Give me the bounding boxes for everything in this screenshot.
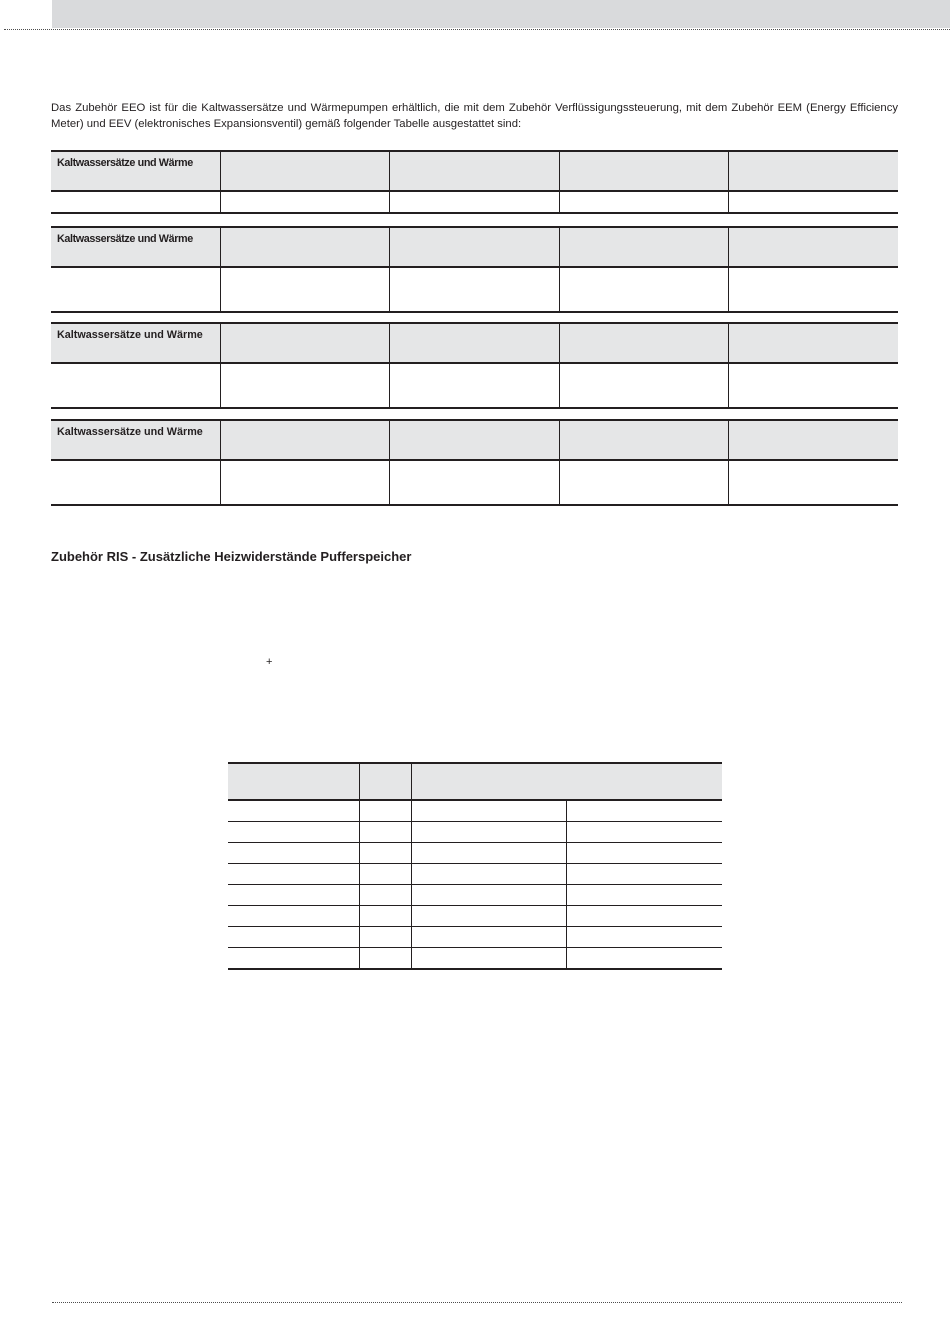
table-cell [566,927,722,948]
table-cell [220,460,390,505]
table-row [51,267,898,312]
table-cell [228,864,359,885]
table-cell [566,906,722,927]
table-cell [411,800,566,822]
table-row [51,363,898,408]
table-cell [359,864,411,885]
table-cell [359,927,411,948]
table-row [228,800,722,822]
table-cell [411,822,566,843]
table-cell [729,460,899,505]
table-cell [359,885,411,906]
table-cell [411,843,566,864]
table-cell [559,363,729,408]
table-cell [390,363,560,408]
table-row [228,864,722,885]
top-dotted-rule [4,29,950,30]
table-header-cell [729,420,899,460]
table-cell [411,927,566,948]
intro-paragraph: Das Zubehör EEO ist für die Kaltwassersätze und Wärmepumpen erhältlich, die mit dem Zubehör Verflüssigungssteuerung, mit dem Zubehör EEM (Energy Efficiency Meter) und EEV (elektronisches Expansionsventil) gemäß folgender Tabelle ausgestattet sind: [51,102,898,130]
table-cell [51,267,220,312]
table-header-cell [559,323,729,363]
table-header-cell [411,763,722,800]
table-row [51,191,898,213]
table-cell [729,363,899,408]
table-cell [559,191,729,213]
eeo-table-1 [51,150,898,214]
table-cell [220,363,390,408]
eeo-table-4 [51,419,898,506]
table-row [228,948,722,970]
table-header-cell [559,151,729,191]
table-cell [359,822,411,843]
table-header-cell [729,227,899,267]
table-header-cell [559,227,729,267]
table-cell [228,927,359,948]
table-header-cell [220,323,390,363]
table-cell [228,906,359,927]
table-header-label: Kaltwassersätze und Wärme [51,151,220,191]
table-header-label: Kaltwassersätze und Wärme [51,227,220,267]
table-header-cell [390,151,560,191]
plus-symbol: + [266,656,273,668]
table-row [228,906,722,927]
table-header-row [51,227,898,267]
table-header-row [51,420,898,460]
table-cell [566,822,722,843]
table-header-cell [729,151,899,191]
table-cell [559,460,729,505]
table-cell [220,191,390,213]
table-header-label: Kaltwassersätze und Wärme [51,323,220,363]
table-cell [228,800,359,822]
table-header-row [51,151,898,191]
table-cell [411,885,566,906]
table-cell [359,843,411,864]
table-cell [228,885,359,906]
table-cell [411,864,566,885]
table-cell [566,948,722,970]
table-row [228,927,722,948]
eeo-table-2 [51,226,898,313]
eeo-table-3 [51,322,898,409]
section-title: Zubehör RIS - Zusätzliche Heizwiderstände Pufferspeicher [51,549,412,564]
table-header-cell [390,323,560,363]
table-header-cell [220,420,390,460]
bottom-dotted-rule [52,1302,902,1303]
table-cell [228,948,359,970]
table-cell [228,843,359,864]
table-header-cell [390,420,560,460]
table-row [51,460,898,505]
table-cell [390,267,560,312]
table-cell [51,460,220,505]
table-cell [220,267,390,312]
table-header-cell [359,763,411,800]
table-row [228,843,722,864]
table-cell [559,267,729,312]
table-cell [51,363,220,408]
table-cell [359,948,411,970]
table-cell [729,191,899,213]
table-cell [729,267,899,312]
table-header-cell [220,227,390,267]
table-header-cell [228,763,359,800]
table-header-cell [729,323,899,363]
ris-table [228,762,722,970]
table-header-cell [390,227,560,267]
table-cell [411,948,566,970]
table-cell [390,460,560,505]
table-cell [51,191,220,213]
table-row [228,885,722,906]
table-header-cell [220,151,390,191]
table-header-row [51,323,898,363]
table-header-label: Kaltwassersätze und Wärme [51,420,220,460]
table-cell [566,885,722,906]
table-header-cell [559,420,729,460]
table-cell [411,906,566,927]
table-cell [228,822,359,843]
table-cell [566,800,722,822]
table-header-row [228,763,722,800]
table-cell [566,864,722,885]
table-row [228,822,722,843]
table-cell [390,191,560,213]
table-cell [566,843,722,864]
table-cell [359,906,411,927]
header-bar [52,0,950,28]
table-cell [359,800,411,822]
